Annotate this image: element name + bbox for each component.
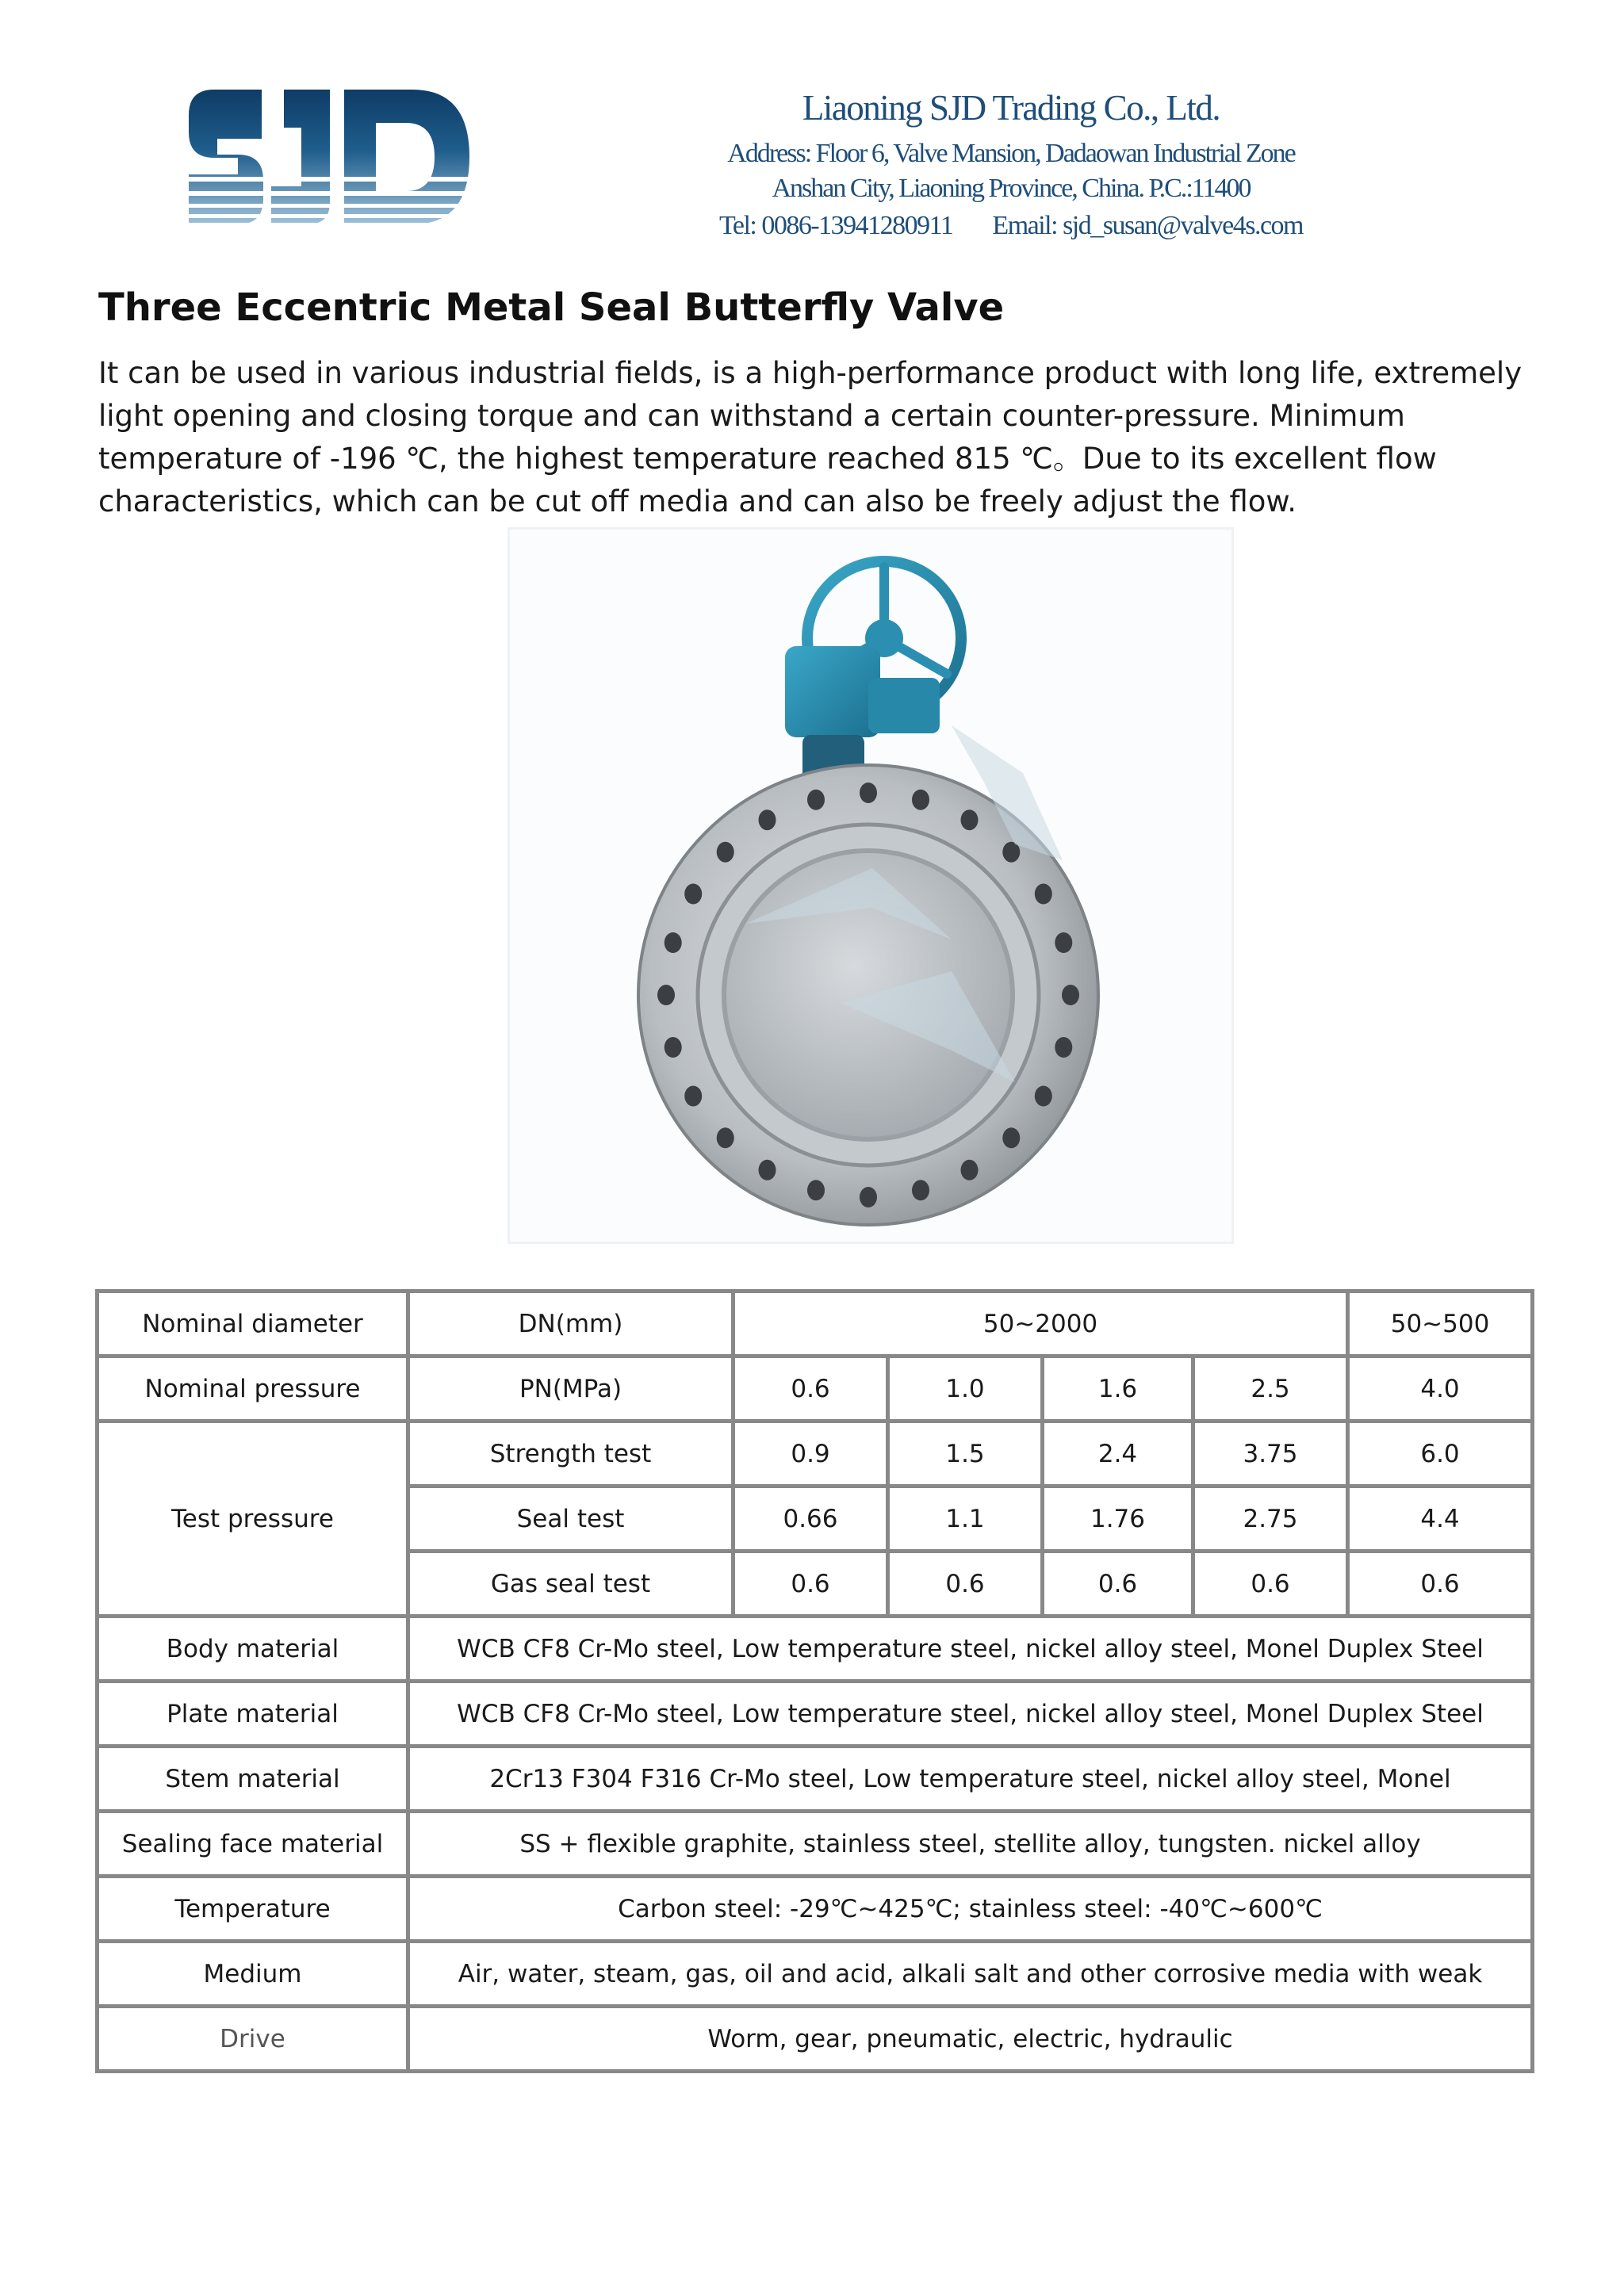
bolt-hole	[717, 842, 734, 863]
bolt-hole	[684, 1086, 702, 1107]
unit-cell: PN(MPa)	[408, 1357, 733, 1422]
table-row	[98, 1422, 1533, 1487]
bolt-hole	[807, 790, 825, 810]
row-label: Nominal diameter	[98, 1292, 408, 1357]
sub-label: Strength test	[408, 1422, 733, 1487]
bolt-hole	[717, 1127, 734, 1148]
product-description: It can be used in various industrial fields, is a high-performance product with long life, extremely light opening and closing torque and can withstand a certain counter-pressure. Minimum temperature of -196 ℃, the highest temperature reached 815 ℃。Due to its excellent flow characteristics, which can be cut off media and can also be freely adjust the flow.	[98, 356, 1522, 519]
company-name: Liaoning SJD Trading Co., Ltd.	[802, 88, 1220, 128]
bolt-hole	[1062, 985, 1079, 1005]
value-cell: 0.6	[888, 1552, 1043, 1617]
value-cell: Carbon steel: -29℃~425℃; stainless steel: -40℃~600℃	[408, 1877, 1533, 1942]
value-cell: 2Cr13 F304 F316 Cr-Mo steel, Low temperature steel, nickel alloy steel, Monel	[408, 1747, 1533, 1812]
value-cell: 6.0	[1348, 1422, 1533, 1487]
value-cell: 4.0	[1348, 1357, 1533, 1422]
value-cell: 1.6	[1043, 1357, 1193, 1422]
row-label: Medium	[98, 1942, 408, 2007]
value-cell: Air, water, steam, gas, oil and acid, alkali salt and other corrosive media with weak	[408, 1942, 1533, 2007]
value-cell: WCB CF8 Cr-Mo steel, Low temperature steel, nickel alloy steel, Monel Duplex Steel	[408, 1617, 1533, 1682]
value-cell: 50~500	[1348, 1292, 1533, 1357]
value-cell: 1.5	[888, 1422, 1043, 1487]
table-row	[98, 1747, 1533, 1812]
table-row	[98, 2007, 1533, 2072]
address-line-2: Anshan City, Liaoning Province, China. P.C.:11400	[772, 174, 1251, 203]
value-cell: 0.9	[733, 1422, 888, 1487]
bolt-hole	[860, 1187, 877, 1207]
table-row	[98, 1682, 1533, 1747]
bolt-hole	[1035, 1086, 1052, 1107]
bolt-hole	[912, 1180, 929, 1200]
address-line-1: Address: Floor 6, Valve Mansion, Dadaowan Industrial Zone	[727, 139, 1295, 168]
bolt-hole	[1055, 932, 1072, 953]
value-cell: SS + flexible graphite, stainless steel, stellite alloy, tungsten. nickel alloy	[408, 1812, 1533, 1877]
table-row	[98, 1942, 1533, 2007]
row-label: Temperature	[98, 1877, 408, 1942]
telephone: Tel: 0086-13941280911	[718, 211, 953, 240]
row-label: Drive	[98, 2007, 408, 2072]
email: Email: sjd_susan@valve4s.com	[992, 211, 1304, 240]
bolt-hole	[684, 884, 702, 905]
table-row	[98, 1357, 1533, 1422]
value-cell: WCB CF8 Cr-Mo steel, Low temperature steel, nickel alloy steel, Monel Duplex Steel	[408, 1682, 1533, 1747]
value-cell: 0.6	[733, 1357, 888, 1422]
bolt-hole	[1055, 1037, 1072, 1058]
row-label: Body material	[98, 1617, 408, 1682]
contact-line	[611, 206, 1411, 246]
value-cell: 1.1	[888, 1487, 1043, 1552]
company-info	[611, 79, 1411, 246]
value-cell: 2.75	[1193, 1487, 1348, 1552]
bolt-hole	[759, 1160, 776, 1181]
bolt-hole	[807, 1180, 825, 1200]
value-cell: 0.6	[1193, 1552, 1348, 1617]
row-label: Sealing face material	[98, 1812, 408, 1877]
value-cell: 4.4	[1348, 1487, 1533, 1552]
value-cell: 2.4	[1043, 1422, 1193, 1487]
company-logo	[182, 83, 476, 230]
bolt-hole	[912, 790, 929, 810]
value-cell: 50~2000	[733, 1292, 1348, 1357]
value-cell: 1.76	[1043, 1487, 1193, 1552]
bolt-hole	[665, 932, 682, 953]
bolt-hole	[665, 1037, 682, 1058]
bolt-hole	[759, 809, 776, 830]
sub-label: Seal test	[408, 1487, 733, 1552]
table-row	[98, 1617, 1533, 1682]
table-row	[98, 1812, 1533, 1877]
bolt-hole	[961, 1160, 979, 1181]
row-label: Stem material	[98, 1747, 408, 1812]
value-cell: Worm, gear, pneumatic, electric, hydraulic	[408, 2007, 1533, 2072]
table-row	[98, 1292, 1533, 1357]
bolt-hole	[961, 809, 979, 830]
unit-cell: DN(mm)	[408, 1292, 733, 1357]
value-cell: 0.6	[1043, 1552, 1193, 1617]
bolt-hole	[1002, 1127, 1020, 1148]
specification-table	[95, 1289, 1534, 2073]
row-label: Test pressure	[98, 1422, 408, 1617]
value-cell: 0.6	[733, 1552, 888, 1617]
value-cell: 0.6	[1348, 1552, 1533, 1617]
bolt-hole	[657, 985, 675, 1005]
value-cell: 0.66	[733, 1487, 888, 1552]
value-cell: 1.0	[888, 1357, 1043, 1422]
row-label: Nominal pressure	[98, 1357, 408, 1422]
bolt-hole	[1035, 884, 1052, 905]
table-row	[98, 1877, 1533, 1942]
product-title: Three Eccentric Metal Seal Butterfly Valve	[98, 285, 1005, 330]
butterfly-valve-image	[508, 527, 1234, 1244]
value-cell: 3.75	[1193, 1422, 1348, 1487]
row-label: Plate material	[98, 1682, 408, 1747]
bolt-hole	[860, 783, 877, 803]
sub-label: Gas seal test	[408, 1552, 733, 1617]
value-cell: 2.5	[1193, 1357, 1348, 1422]
